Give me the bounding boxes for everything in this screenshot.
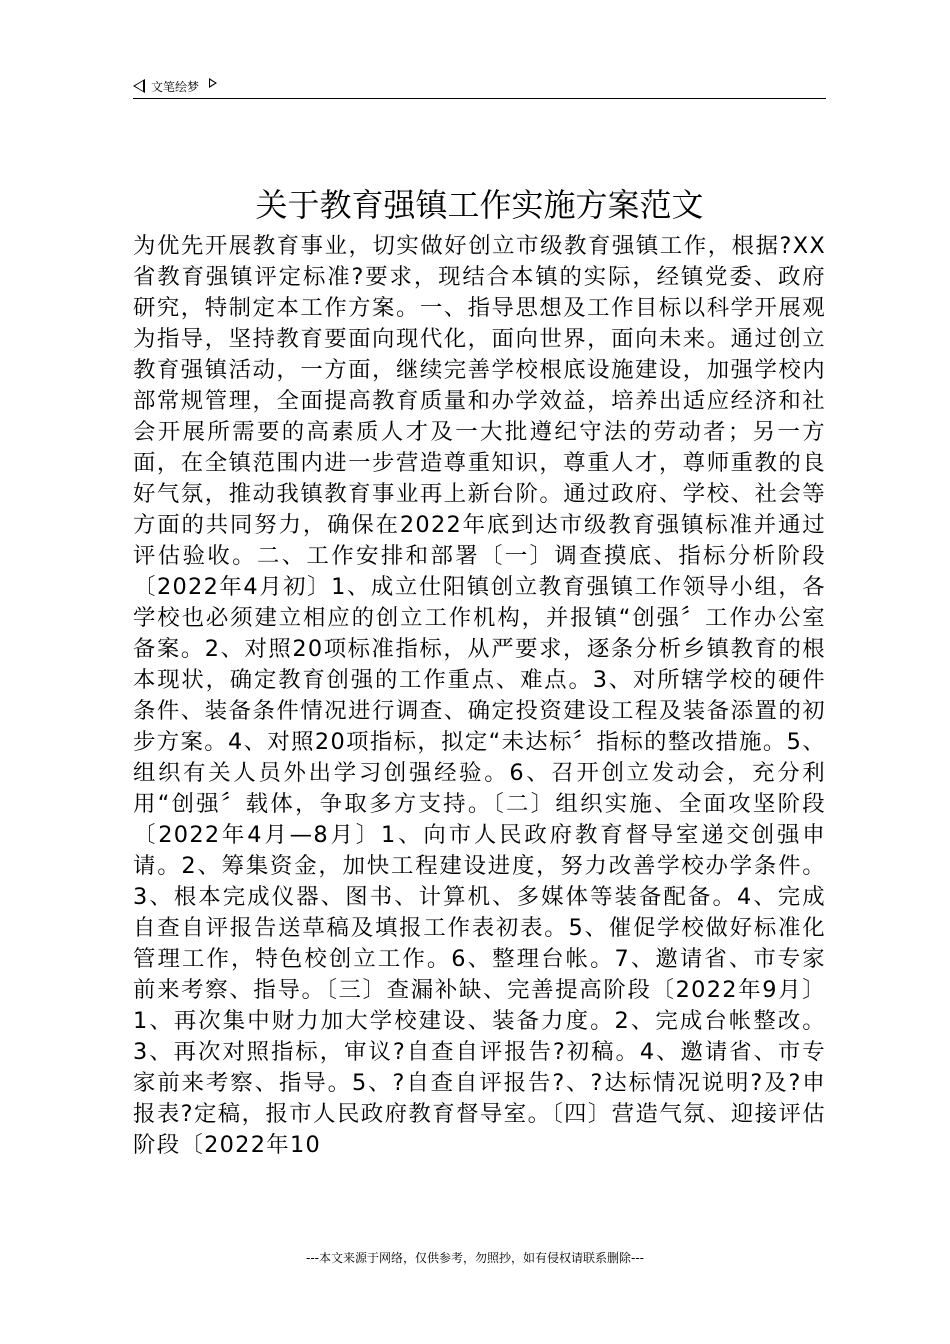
triangle-left-icon — [133, 79, 145, 93]
triangle-right-icon — [209, 78, 217, 88]
header-rule — [133, 98, 826, 99]
page-header — [133, 74, 826, 98]
page-footer: ---本文来源于网络，仅供参考，勿照抄，如有侵权请联系删除--- — [306, 1251, 644, 1265]
document-body: 为优先开展教育事业，切实做好创立市级教育强镇工作，根据?XX省教育强镇评定标准?要求，现结合本镇的实际，经镇党委、政府研究，特制定本工作方案。一、指导思想及工作目标以科学开展观为指导，坚持教育要面向现代化，面向世界，面向未来。通过创立教育强镇活动，一方面，继续完善学校根底设施建设，加强学校内部常规管理，全面提高教育质量和办学效益，培养出适应经济和社会开展所需要的高素质人才及一大批遵纪守法的劳动者；另一方面，在全镇范围内进一步营造尊重知识，尊重人才，尊师重教的良好气氛，推动我镇教育事业再上新台阶。通过政府、学校、社会等方面的共同努力，确保在2022年底到达市级教育强镇标准并通过评估验收。二、工作安排和部署〔一〕调查摸底、指标分析阶段〔2022年4月初〕1、成立仕阳镇创立教育强镇工作领导小组，各学校也必须建立相应的创立工作机构，并报镇“创强〞工作办公室备案。2、对照20项标准指标，从严要求，逐条分析乡镇教育的根本现状，确定教育创强的工作重点、难点。3、对所辖学校的硬件条件、装备条件情况进行调查、确定投资建设工程及装备添置的初步方案。4、对照20项指标，拟定“未达标〞指标的整改措施。5、组织有关人员外出学习创强经验。6、召开创立发动会，充分利用“创强〞载体，争取多方支持。〔二〕组织实施、全面攻坚阶段〔2022年4月—8月〕1、向市人民政府教育督导室递交创强申请。2、筹集资金，加快工程建设进度，努力改善学校办学条件。3、根本完成仪器、图书、计算机、多媒体等装备配备。4、完成自查自评报告送草稿及填报工作表初表。5、催促学校做好标准化管理工作，特色校创立工作。6、整理台帐。7、邀请省、市专家前来考察、指导。〔三〕查漏补缺、完善提高阶段〔2022年9月〕1、再次集中财力加大学校建设、装备力度。2、完成台帐整改。3、再次对照指标，审议?自查自评报告?初稿。4、邀请省、市专家前来考察、指导。5、?自查自评报告?、?达标情况说明?及?申报表?定稿，报市人民政府教育督导室。〔四〕营造气氛、迎接评估阶段〔2022年10 — [133, 233, 826, 1158]
header-label: 文笔绘梦 — [151, 79, 200, 94]
document-title: 关于教育强镇工作实施方案范文 — [255, 186, 704, 224]
